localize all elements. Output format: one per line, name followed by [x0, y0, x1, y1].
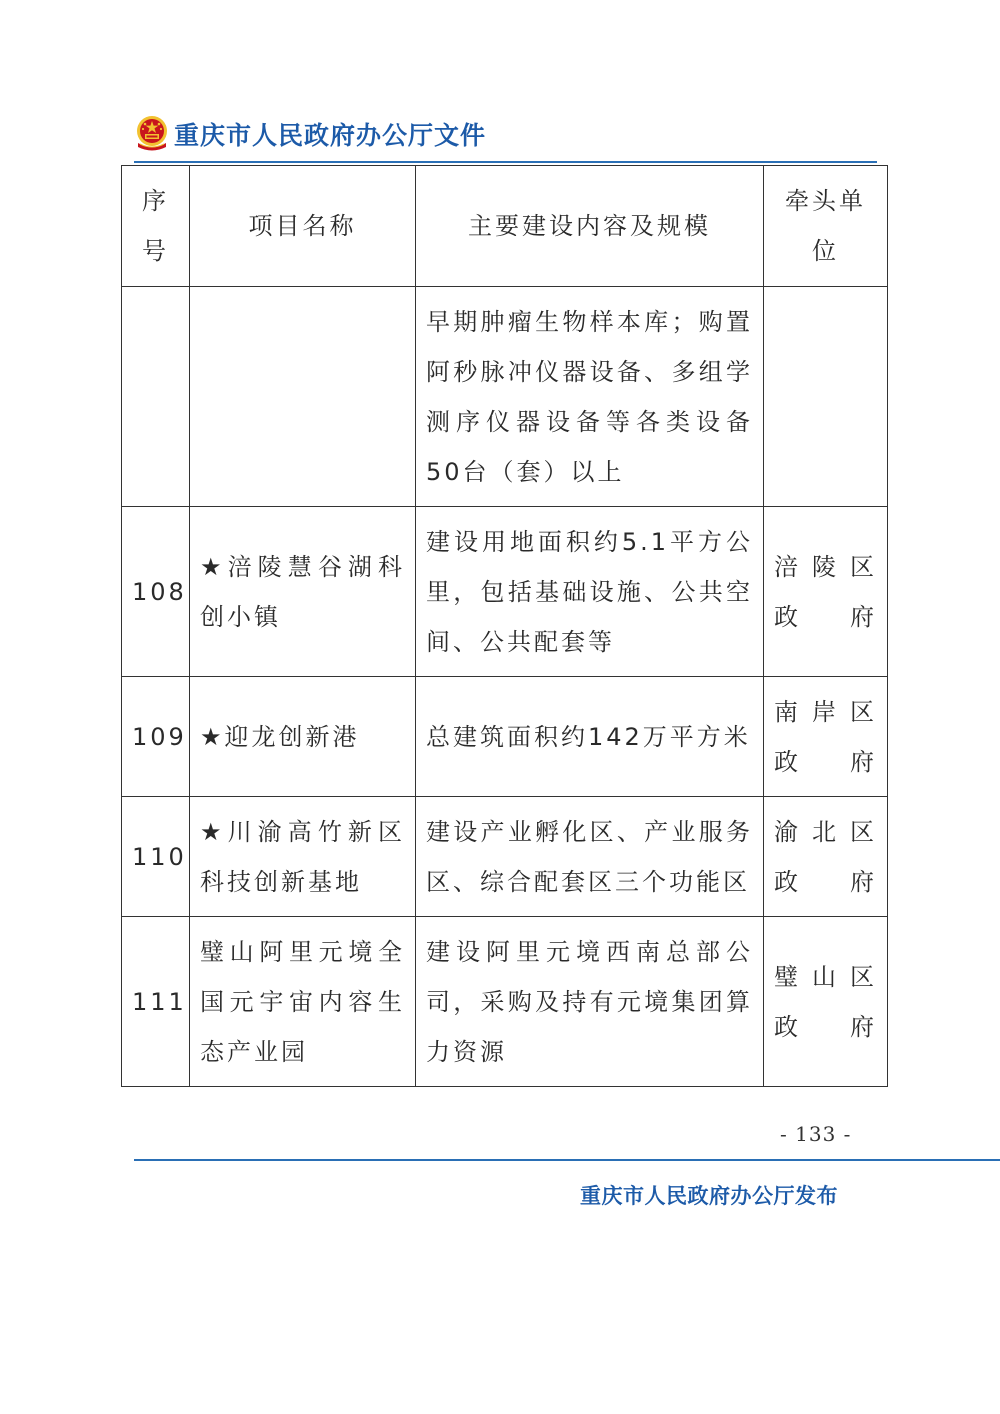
page-number: - 133 -	[780, 1122, 852, 1146]
row-project-name	[190, 287, 416, 507]
table-row	[122, 507, 888, 677]
table-row	[122, 797, 888, 917]
row-no: 111	[122, 917, 190, 1087]
row-no: 110	[122, 797, 190, 917]
row-content: 建设产业孵化区、产业服务区、综合配套区三个功能区	[416, 797, 764, 917]
row-project-name: ★迎龙创新港	[190, 677, 416, 797]
row-unit: 渝北区政府	[764, 797, 888, 917]
row-unit: 南岸区政府	[764, 677, 888, 797]
row-unit: 璧山区政府	[764, 917, 888, 1087]
row-no	[122, 287, 190, 507]
table-row	[122, 287, 888, 507]
national-emblem-icon	[134, 114, 170, 154]
table-row	[122, 677, 888, 797]
row-no: 108	[122, 507, 190, 677]
footer-divider	[134, 1159, 1000, 1161]
project-table	[121, 165, 888, 1087]
row-content: 建设阿里元境西南总部公司，采购及持有元境集团算力资源	[416, 917, 764, 1087]
column-header-content: 主要建设内容及规模	[416, 166, 764, 287]
row-unit: 涪陵区政府	[764, 507, 888, 677]
table-row	[122, 917, 888, 1087]
column-header-unit: 牵头单位	[764, 166, 888, 287]
row-unit	[764, 287, 888, 507]
row-content: 早期肿瘤生物样本库；购置阿秒脉冲仪器设备、多组学测序仪器设备等各类设备50台（套）以上	[416, 287, 764, 507]
header-divider	[134, 161, 877, 163]
table-header-row	[122, 166, 888, 287]
column-header-no: 序号	[122, 166, 190, 287]
row-no: 109	[122, 677, 190, 797]
column-header-name: 项目名称	[190, 166, 416, 287]
row-content: 建设用地面积约5.1平方公里，包括基础设施、公共空间、公共配套等	[416, 507, 764, 677]
header-title: 重庆市人民政府办公厅文件	[174, 121, 487, 150]
footer-publisher: 重庆市人民政府办公厅发布	[580, 1183, 838, 1208]
row-project-name: ★涪陵慧谷湖科创小镇	[190, 507, 416, 677]
row-project-name: 璧山阿里元境全国元宇宙内容生态产业园	[190, 917, 416, 1087]
row-content: 总建筑面积约142万平方米	[416, 677, 764, 797]
row-project-name: ★川渝高竹新区科技创新基地	[190, 797, 416, 917]
document-header	[134, 112, 486, 156]
